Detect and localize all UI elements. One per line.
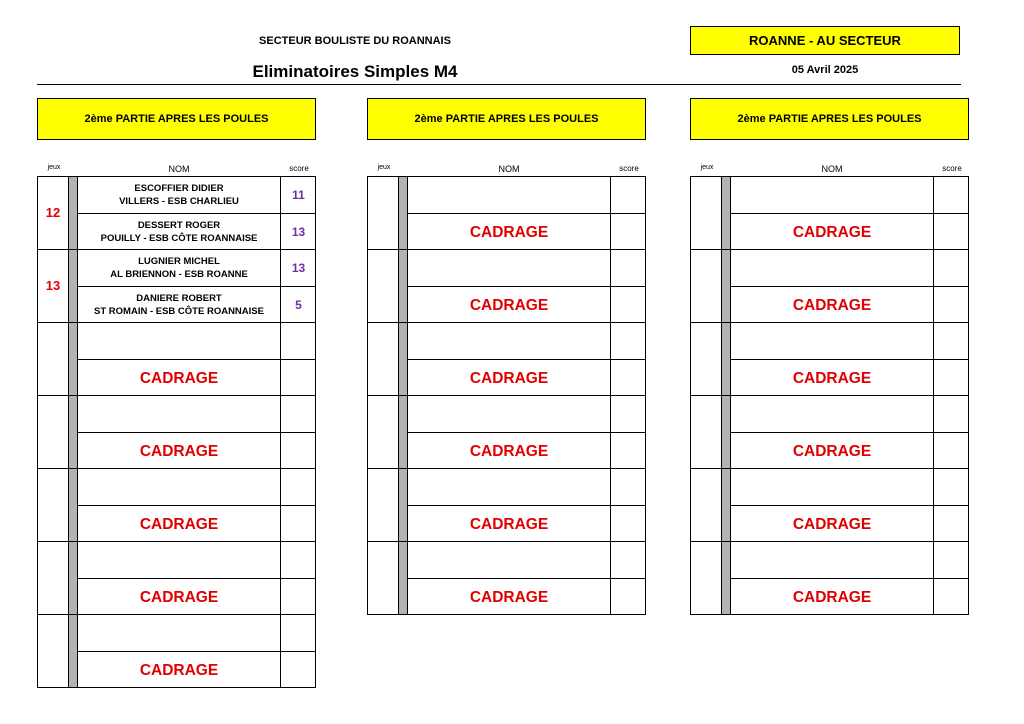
player-row xyxy=(78,286,315,323)
player-name-cell xyxy=(78,469,280,505)
header-divider xyxy=(37,84,961,85)
player-row xyxy=(731,505,968,542)
player-row xyxy=(731,250,968,286)
player-name-cell xyxy=(408,360,610,396)
player-name-cell xyxy=(731,177,933,213)
cadrage-label: CADRAGE xyxy=(792,588,872,606)
cadrage-label: CADRAGE xyxy=(139,442,219,460)
player-row xyxy=(78,432,315,469)
jeux-cell xyxy=(38,615,69,687)
score-cell xyxy=(933,287,969,323)
player-name: LUGNIER MICHEL xyxy=(138,256,220,267)
match-block xyxy=(368,176,645,249)
round-banner-label: 2ème PARTIE APRES LES POULES xyxy=(84,113,269,125)
jeux-header: jeux xyxy=(700,164,714,171)
seed-bar xyxy=(399,396,408,468)
cadrage-label: CADRAGE xyxy=(792,296,872,314)
score-cell xyxy=(933,177,969,213)
cadrage-label: CADRAGE xyxy=(469,369,549,387)
player-name-cell xyxy=(731,250,933,286)
match-block xyxy=(38,395,315,468)
score-cell xyxy=(280,579,316,615)
match-block xyxy=(691,468,968,541)
player-name-cell xyxy=(78,287,280,323)
player-row xyxy=(408,469,645,505)
bracket-grid xyxy=(690,176,969,615)
player-row xyxy=(408,250,645,286)
player-row xyxy=(78,359,315,396)
score-cell xyxy=(933,396,969,432)
seed-bar xyxy=(69,323,78,395)
player-name-cell xyxy=(408,214,610,250)
player-row xyxy=(408,359,645,396)
player-row xyxy=(408,396,645,432)
player-row xyxy=(78,469,315,505)
score-cell xyxy=(933,360,969,396)
player-name-cell xyxy=(78,214,280,250)
match-block xyxy=(38,176,315,249)
seed-bar xyxy=(69,250,78,322)
player-row xyxy=(731,213,968,250)
player-row xyxy=(408,286,645,323)
player-name-cell xyxy=(408,579,610,615)
player-row xyxy=(408,542,645,578)
seed-bar xyxy=(69,177,78,249)
seed-bar xyxy=(69,396,78,468)
score-cell xyxy=(933,506,969,542)
player-club: AL BRIENNON - ESB ROANNE xyxy=(110,269,248,280)
match-block xyxy=(368,322,645,395)
jeux-cell xyxy=(691,396,722,468)
player-row xyxy=(408,213,645,250)
player-name-cell xyxy=(78,542,280,578)
player-row xyxy=(731,542,968,578)
seed-bar xyxy=(722,396,731,468)
score-cell xyxy=(933,579,969,615)
score-cell xyxy=(933,542,969,578)
event-date: 05 Avril 2025 xyxy=(791,64,859,76)
score-cell xyxy=(280,615,316,651)
seed-bar xyxy=(69,542,78,614)
score-header: score xyxy=(289,164,309,173)
player-row xyxy=(731,396,968,432)
round-banner xyxy=(367,98,646,140)
player-name-cell xyxy=(731,433,933,469)
player-row xyxy=(731,323,968,359)
player-row xyxy=(731,432,968,469)
player-name-cell xyxy=(408,469,610,505)
score-cell: 13 xyxy=(280,250,316,286)
cadrage-label: CADRAGE xyxy=(792,369,872,387)
seed-bar xyxy=(722,469,731,541)
player-row xyxy=(408,578,645,615)
score-cell: 5 xyxy=(280,287,316,323)
player-row xyxy=(78,651,315,688)
jeux-cell xyxy=(691,250,722,322)
match-block xyxy=(38,541,315,614)
player-name-cell xyxy=(408,396,610,432)
score-cell xyxy=(610,323,646,359)
jeux-value: 12 xyxy=(45,205,61,220)
bracket-grid xyxy=(37,176,316,688)
jeux-cell xyxy=(691,542,722,614)
seed-bar xyxy=(722,323,731,395)
match-block xyxy=(368,541,645,614)
round-banner-label: 2ème PARTIE APRES LES POULES xyxy=(737,113,922,125)
score-cell xyxy=(610,287,646,323)
player-name-cell xyxy=(731,542,933,578)
score-cell xyxy=(610,396,646,432)
player-name: DESSERT ROGER xyxy=(137,220,221,231)
name-header: NOM xyxy=(498,164,520,174)
cadrage-label: CADRAGE xyxy=(792,223,872,241)
player-name-cell xyxy=(78,615,280,651)
player-name-cell xyxy=(78,579,280,615)
seed-bar xyxy=(399,542,408,614)
score-header: score xyxy=(942,164,962,173)
player-name-cell xyxy=(78,396,280,432)
player-name-cell xyxy=(78,433,280,469)
jeux-cell xyxy=(368,542,399,614)
player-name-cell xyxy=(731,287,933,323)
player-row xyxy=(78,177,315,213)
player-row xyxy=(78,578,315,615)
cadrage-label: CADRAGE xyxy=(792,442,872,460)
score-cell xyxy=(610,542,646,578)
score-cell xyxy=(610,214,646,250)
player-name-cell xyxy=(78,360,280,396)
match-block xyxy=(38,468,315,541)
score-cell xyxy=(280,396,316,432)
player-name-cell xyxy=(408,433,610,469)
player-club: POUILLY - ESB CÔTE ROANNAISE xyxy=(100,233,258,244)
jeux-value: 13 xyxy=(45,278,61,293)
score-cell xyxy=(610,433,646,469)
score-cell xyxy=(933,433,969,469)
round-banner xyxy=(37,98,316,140)
player-row xyxy=(731,469,968,505)
player-name-cell xyxy=(408,542,610,578)
jeux-cell xyxy=(368,250,399,322)
score-cell xyxy=(610,506,646,542)
player-row xyxy=(78,505,315,542)
player-name-cell xyxy=(78,250,280,286)
player-row xyxy=(78,213,315,250)
score-cell xyxy=(280,433,316,469)
score-cell xyxy=(280,542,316,578)
seed-bar xyxy=(399,469,408,541)
match-block xyxy=(691,541,968,614)
player-row xyxy=(731,359,968,396)
jeux-cell xyxy=(368,323,399,395)
match-block xyxy=(691,322,968,395)
match-block xyxy=(368,249,645,322)
player-name-cell xyxy=(731,323,933,359)
score-header: score xyxy=(619,164,639,173)
player-club: VILLERS - ESB CHARLIEU xyxy=(119,196,239,207)
venue-label: ROANNE - AU SECTEUR xyxy=(749,33,901,48)
player-name-cell xyxy=(731,360,933,396)
score-cell xyxy=(610,250,646,286)
cadrage-label: CADRAGE xyxy=(139,661,219,679)
seed-bar xyxy=(722,542,731,614)
match-block xyxy=(691,249,968,322)
seed-bar xyxy=(69,615,78,687)
cadrage-label: CADRAGE xyxy=(469,515,549,533)
player-name-cell xyxy=(78,652,280,688)
jeux-cell xyxy=(368,469,399,541)
jeux-cell xyxy=(368,396,399,468)
player-row xyxy=(731,177,968,213)
player-row xyxy=(78,250,315,286)
player-name-cell xyxy=(78,506,280,542)
score-cell xyxy=(280,360,316,396)
cadrage-label: CADRAGE xyxy=(139,369,219,387)
name-header: NOM xyxy=(168,164,190,174)
jeux-cell xyxy=(691,469,722,541)
name-header: NOM xyxy=(821,164,843,174)
player-row xyxy=(731,578,968,615)
player-name: DANIERE ROBERT xyxy=(136,293,222,304)
cadrage-label: CADRAGE xyxy=(139,515,219,533)
bracket-grid xyxy=(367,176,646,615)
seed-bar xyxy=(722,250,731,322)
player-name-cell xyxy=(731,469,933,505)
player-name-cell xyxy=(731,506,933,542)
score-cell: 13 xyxy=(280,214,316,250)
player-name-cell xyxy=(408,323,610,359)
match-block xyxy=(691,395,968,468)
player-name-cell xyxy=(78,323,280,359)
player-name-cell xyxy=(731,214,933,250)
player-row xyxy=(78,542,315,578)
cadrage-label: CADRAGE xyxy=(469,442,549,460)
player-name-cell xyxy=(731,579,933,615)
cadrage-label: CADRAGE xyxy=(469,223,549,241)
score-cell xyxy=(610,579,646,615)
match-block xyxy=(368,468,645,541)
round-banner-label: 2ème PARTIE APRES LES POULES xyxy=(414,113,599,125)
cadrage-label: CADRAGE xyxy=(139,588,219,606)
seed-bar xyxy=(399,250,408,322)
player-name-cell xyxy=(408,177,610,213)
score-cell xyxy=(280,652,316,688)
match-block xyxy=(38,322,315,395)
jeux-cell xyxy=(368,177,399,249)
venue-box xyxy=(690,26,960,55)
cadrage-label: CADRAGE xyxy=(469,296,549,314)
score-cell xyxy=(280,469,316,505)
match-block xyxy=(368,395,645,468)
cadrage-label: CADRAGE xyxy=(469,588,549,606)
match-block xyxy=(38,249,315,322)
jeux-cell xyxy=(691,323,722,395)
organization-name: SECTEUR BOULISTE DU ROANNAIS xyxy=(259,35,451,47)
round-banner xyxy=(690,98,969,140)
score-cell xyxy=(933,214,969,250)
jeux-cell xyxy=(38,177,69,249)
player-club: ST ROMAIN - ESB CÔTE ROANNAISE xyxy=(94,306,264,317)
player-row xyxy=(408,323,645,359)
player-name-cell xyxy=(408,506,610,542)
player-row xyxy=(408,432,645,469)
seed-bar xyxy=(722,177,731,249)
page-title: Eliminatoires Simples M4 xyxy=(252,62,458,81)
jeux-cell xyxy=(38,469,69,541)
jeux-cell xyxy=(38,250,69,322)
player-name-cell xyxy=(408,250,610,286)
match-block xyxy=(691,176,968,249)
seed-bar xyxy=(399,177,408,249)
player-row xyxy=(78,396,315,432)
jeux-header: jeux xyxy=(47,164,61,171)
score-cell xyxy=(610,469,646,505)
score-cell xyxy=(933,469,969,505)
jeux-cell xyxy=(38,542,69,614)
player-row xyxy=(408,505,645,542)
score-cell xyxy=(933,323,969,359)
player-row xyxy=(731,286,968,323)
jeux-cell xyxy=(38,396,69,468)
jeux-cell xyxy=(38,323,69,395)
player-name: ESCOFFIER DIDIER xyxy=(134,183,224,194)
seed-bar xyxy=(399,323,408,395)
seed-bar xyxy=(69,469,78,541)
player-row xyxy=(408,177,645,213)
cadrage-label: CADRAGE xyxy=(792,515,872,533)
score-cell xyxy=(610,360,646,396)
player-name-cell xyxy=(731,396,933,432)
player-row xyxy=(78,323,315,359)
player-name-cell xyxy=(408,287,610,323)
jeux-cell xyxy=(691,177,722,249)
score-cell xyxy=(280,323,316,359)
score-cell: 11 xyxy=(280,177,316,213)
score-cell xyxy=(933,250,969,286)
score-cell xyxy=(280,506,316,542)
match-block xyxy=(38,614,315,687)
jeux-header: jeux xyxy=(377,164,391,171)
player-name-cell xyxy=(78,177,280,213)
player-row xyxy=(78,615,315,651)
score-cell xyxy=(610,177,646,213)
